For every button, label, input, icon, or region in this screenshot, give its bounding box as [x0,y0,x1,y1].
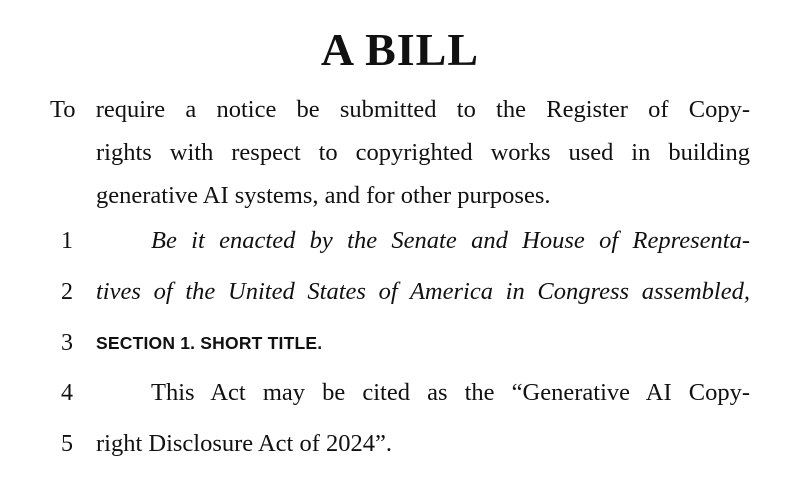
line-number: 4 [61,380,73,406]
purpose-line: To require a notice be submitted to the Register of Copy- [50,96,750,123]
purpose-line: generative AI systems, and for other purposes. [96,182,551,209]
purpose-line: rights with respect to copyrighted works used in building [96,139,750,166]
bill-line [0,368,800,418]
enacting-clause-text: Be it enacted by the Senate and House of Representa- [151,227,750,254]
bill-line [0,216,800,266]
line-number: 3 [61,330,73,356]
purpose-clause [50,88,750,217]
section-text: right Disclosure Act of 2024”. [96,430,392,457]
bill-line [0,267,800,317]
bill-title: A BILL [320,24,480,75]
section-text: This Act may be cited as the “Generative AI Copy- [151,379,750,406]
section-heading: SECTION 1. SHORT TITLE. [96,333,323,353]
line-number: 5 [61,431,73,457]
bill-line [0,419,800,469]
bill-line [0,318,800,368]
enacting-clause-text: tives of the United States of America in Congress assembled, [96,278,750,305]
line-number: 2 [61,279,73,305]
line-number: 1 [61,228,73,254]
